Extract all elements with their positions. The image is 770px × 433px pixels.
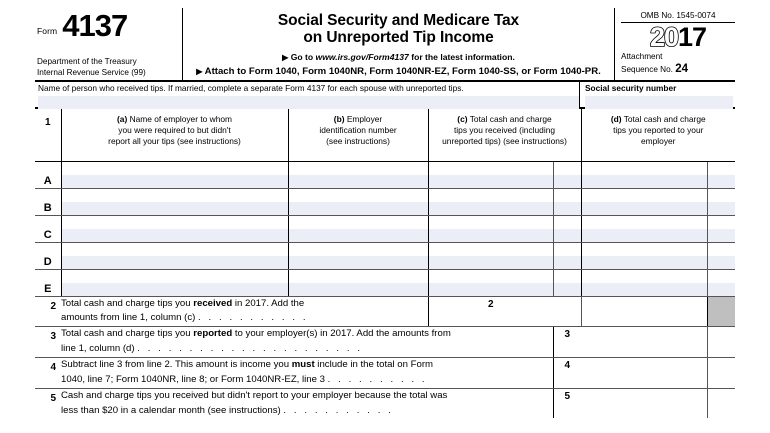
- attachment-label-1: Attachment: [621, 52, 663, 61]
- irs-form-4137: [35, 8, 735, 433]
- row-e-col-d-cents[interactable]: [707, 269, 735, 296]
- form-number-row: [35, 8, 176, 41]
- row-a-col-a[interactable]: [61, 161, 288, 188]
- row-d-col-a[interactable]: [61, 242, 288, 269]
- table-row: [35, 188, 735, 215]
- row-d-col-d[interactable]: [581, 242, 707, 269]
- line-2-part-2: received: [193, 297, 233, 309]
- line-5-cents-input[interactable]: [707, 388, 735, 418]
- row-b-col-a[interactable]: [61, 188, 288, 215]
- line-5-part-1: Cash and charge tips you received but didn't report to your employer because the total was: [61, 389, 448, 401]
- row-a-col-d[interactable]: [581, 161, 707, 188]
- employer-tips-table: [35, 109, 735, 418]
- omb-number: OMB No. 1545-0074: [621, 8, 735, 23]
- row-e-col-a[interactable]: [61, 269, 288, 296]
- form-label: Form: [37, 25, 58, 36]
- department-line-1: Department of the Treasury: [37, 56, 137, 66]
- page-title: Social Security and Medicare Tax: [277, 12, 520, 29]
- col-b-marker: (b): [333, 114, 345, 124]
- line-2-part-1: Total cash and charge tips you: [61, 297, 194, 309]
- col-b-line-2: identification number: [319, 124, 397, 135]
- col-b-line-1: Employer: [346, 114, 383, 124]
- taxpayer-row: [35, 82, 735, 109]
- form-title-block: [183, 8, 615, 80]
- col-a-header: [61, 109, 288, 161]
- row-c-col-c[interactable]: [428, 215, 553, 242]
- name-caption: Name of person who received tips. If married, complete a separate Form 4137 for each spouse with unreported tips.: [38, 83, 464, 93]
- line-3-amount-input[interactable]: [581, 327, 707, 358]
- row-b-col-b[interactable]: [288, 188, 428, 215]
- goto-instruction: [282, 52, 515, 62]
- line-4-number: 4: [35, 357, 61, 388]
- col-a-marker: (a): [117, 114, 128, 124]
- arrow-icon-2: ▶: [196, 66, 203, 76]
- row-e-col-d[interactable]: [581, 269, 707, 296]
- col-d-marker: (d): [610, 114, 622, 124]
- line-2-box-number: 2: [428, 296, 553, 327]
- ssn-input[interactable]: [585, 96, 733, 109]
- col-b-header: [288, 109, 428, 161]
- name-input[interactable]: [38, 96, 579, 109]
- line-4-box-number: 4: [553, 357, 581, 388]
- col-a-line-1: Name of employer to whom: [129, 114, 232, 124]
- row-a-col-c[interactable]: [428, 161, 553, 188]
- goto-suffix: for the latest information.: [411, 51, 515, 62]
- col-c-line-3: unreported tips) (see instructions): [442, 135, 567, 146]
- line-2-dots: . . . . . . . . . . .: [198, 312, 309, 324]
- line-5-number: 5: [50, 392, 56, 404]
- arrow-icon: ▶: [282, 52, 289, 62]
- col-c-line-2: tips you received (including: [453, 124, 556, 135]
- line-3-cents-input[interactable]: [707, 327, 735, 358]
- tax-year-short: 17: [678, 22, 707, 52]
- table-row: [35, 242, 735, 269]
- col-d-line-1: Total cash and charge: [623, 114, 706, 124]
- col-d-line-2: tips you reported to your: [613, 124, 704, 135]
- line-5-dots: . . . . . . . . . . .: [283, 404, 394, 416]
- row-e-col-c-cents[interactable]: [553, 269, 581, 296]
- line-3-text: [61, 327, 553, 358]
- line-5-text: [61, 388, 553, 418]
- attachment-sequence: [621, 51, 735, 77]
- goto-url[interactable]: www.irs.gov/Form4137: [315, 51, 409, 62]
- row-c-col-d-cents[interactable]: [707, 215, 735, 242]
- department-line-2: Internal Revenue Service (99): [37, 67, 146, 77]
- row-b-col-c[interactable]: [428, 188, 553, 215]
- row-d-col-d-cents[interactable]: [707, 242, 735, 269]
- row-d-col-c[interactable]: [428, 242, 553, 269]
- line-3-part-2: reported: [193, 328, 233, 340]
- row-a-col-c-cents[interactable]: [553, 161, 581, 188]
- row-b-col-c-cents[interactable]: [553, 188, 581, 215]
- form-identity-block: [35, 8, 183, 80]
- name-field-group: [35, 82, 580, 107]
- row-c-col-d[interactable]: [581, 215, 707, 242]
- col-a-line-3: report all your tips (see instructions): [108, 135, 241, 146]
- page-subtitle: on Unreported Tip Income: [303, 29, 494, 47]
- tax-year: [621, 23, 735, 51]
- line-3-part-1: Total cash and charge tips you: [61, 328, 194, 340]
- line-4-text-line-2: 1040, line 7; Form 1040NR, line 8; or Form 1040NR-EZ, line 3: [61, 373, 325, 385]
- tax-year-century: 20: [649, 22, 678, 52]
- line-4-cents-input[interactable]: [707, 357, 735, 388]
- line-2-gray-block: [707, 296, 735, 327]
- line-4-part-2: must: [291, 358, 315, 370]
- line-2-text-line-2: amounts from line 1, column (c): [61, 312, 196, 324]
- line-4-part-3: include in the total on Form: [314, 358, 434, 370]
- line-5-text-line-2: less than $20 in a calendar month (see instructions): [61, 404, 281, 416]
- table-column-header-row: [35, 109, 735, 161]
- row-c-col-a[interactable]: [61, 215, 288, 242]
- line-2-number: 2: [35, 296, 61, 327]
- line-5-amount-input[interactable]: [581, 388, 707, 418]
- line-4-part-1: Subtract line 3 from line 2. This amount is income you: [61, 358, 292, 370]
- table-row: [35, 269, 735, 296]
- department-block: [35, 56, 176, 80]
- line-5-box-number: 5: [553, 388, 581, 418]
- ssn-caption: Social security number: [585, 83, 677, 93]
- attach-instruction: [196, 66, 601, 77]
- attachment-label-2: Sequence No.: [621, 65, 673, 75]
- col-b-line-3: (see instructions): [326, 135, 390, 146]
- line-3-part-3: to your employer(s) in 2017. Add the amounts from: [232, 328, 451, 340]
- row-letter-a: A: [35, 161, 61, 188]
- ssn-field-group: [580, 82, 735, 107]
- table-row: [35, 161, 735, 188]
- line-4-text: [61, 357, 553, 388]
- col-a-line-2: you were required to but didn't: [118, 124, 231, 135]
- attachment-number: 24: [675, 63, 688, 76]
- row-e-col-c[interactable]: [428, 269, 553, 296]
- line-4-dots: . . . . . . . . . .: [327, 373, 428, 385]
- col-c-marker: (c): [457, 114, 468, 124]
- attach-text: Attach to Form 1040, Form 1040NR, Form 1040NR-EZ, Form 1040-SS, or Form 1040-PR.: [204, 65, 601, 77]
- row-c-col-c-cents[interactable]: [553, 215, 581, 242]
- line-2-amount-input[interactable]: [553, 296, 581, 327]
- col-d-header: [581, 109, 735, 161]
- col-c-line-1: Total cash and charge: [469, 114, 552, 124]
- line-3-text-line-2: line 1, column (d): [61, 343, 135, 355]
- line-1-number: 1: [35, 109, 61, 161]
- form-line-2: [35, 296, 735, 327]
- line-2-text: [61, 296, 428, 327]
- goto-prefix: Go to: [290, 51, 314, 62]
- row-e-col-b[interactable]: [288, 269, 428, 296]
- form-line-3: [35, 327, 735, 358]
- row-letter-c: C: [35, 215, 61, 242]
- row-letter-e: E: [35, 269, 61, 296]
- line-3-dots: . . . . . . . . . . . . . . . . . . . . . .: [137, 343, 363, 355]
- line-2-part-3: in 2017. Add the: [232, 297, 305, 309]
- row-a-col-d-cents[interactable]: [707, 161, 735, 188]
- line-3-number: 3: [35, 327, 61, 358]
- row-a-col-b[interactable]: [288, 161, 428, 188]
- col-d-line-3: employer: [641, 135, 676, 146]
- row-letter-b: B: [35, 188, 61, 215]
- col-c-header: [428, 109, 581, 161]
- form-line-4: [35, 357, 735, 388]
- row-letter-d: D: [35, 242, 61, 269]
- row-b-col-d-cents[interactable]: [707, 188, 735, 215]
- line-2-cents-input[interactable]: [581, 296, 707, 327]
- omb-block: [615, 8, 735, 80]
- row-d-col-c-cents[interactable]: [553, 242, 581, 269]
- row-c-col-b[interactable]: [288, 215, 428, 242]
- form-number: 4137: [62, 8, 128, 43]
- line-3-box-number: 3: [553, 327, 581, 358]
- table-row: [35, 215, 735, 242]
- form-line-5: [35, 388, 735, 418]
- row-d-col-b[interactable]: [288, 242, 428, 269]
- form-header: [35, 8, 735, 82]
- line-4-amount-input[interactable]: [581, 357, 707, 388]
- row-b-col-d[interactable]: [581, 188, 707, 215]
